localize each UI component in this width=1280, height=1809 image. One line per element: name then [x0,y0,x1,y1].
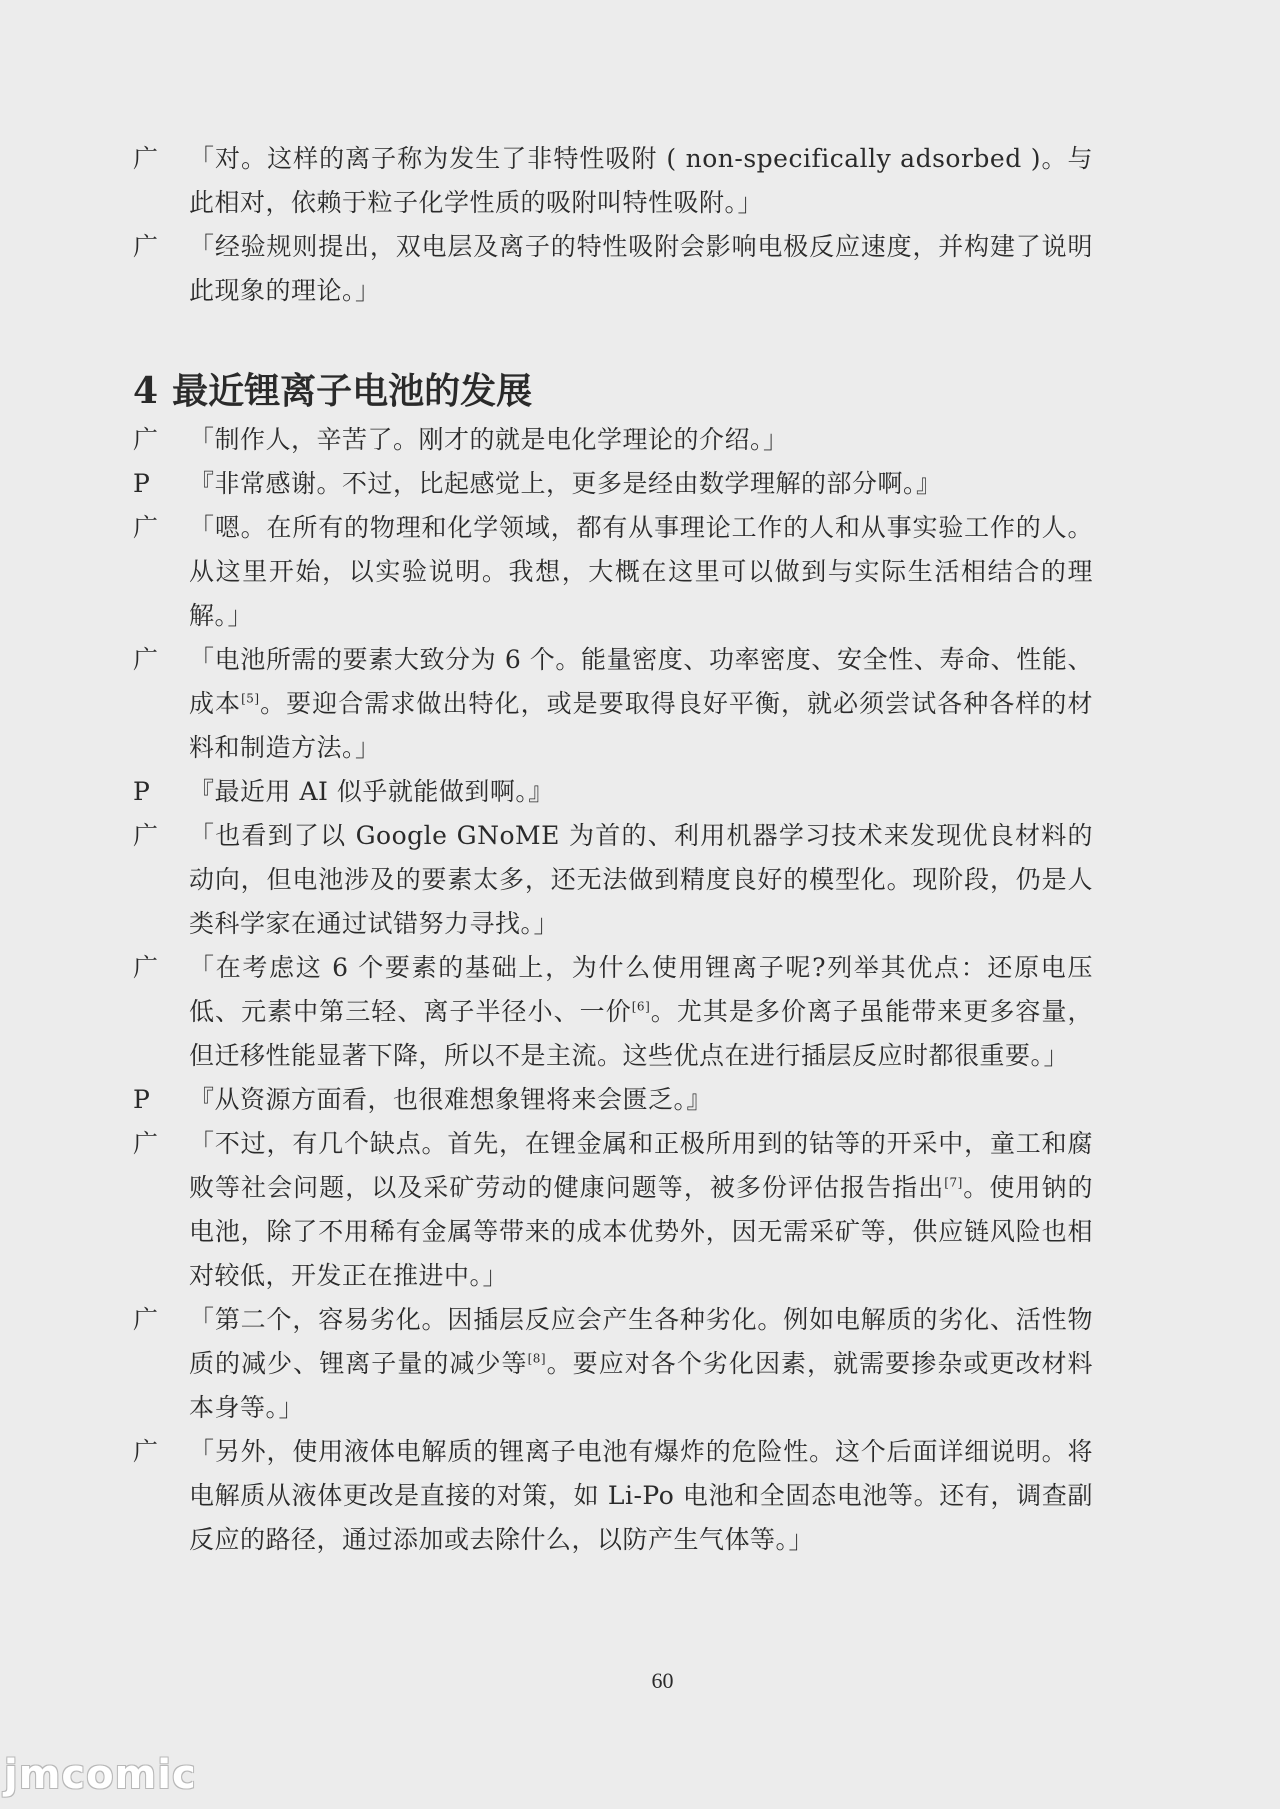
speaker-label: 广 [133,144,159,173]
section-title: 最近锂离子电池的发展 [172,370,533,412]
speaker-label: 广 [133,425,159,454]
text-segment: 「电池所需的要素大致分为 6 个。能量密度、功率密度、安全性、寿命、性能、成本 [189,645,1093,718]
text-segment: 。要迎合需求做出特化，或是要取得良好平衡，就必须尝试各种各样的材料和制造方法。」 [189,689,1093,762]
dialogue-line [133,418,1093,462]
text-segment: 。使用钠的电池，除了不用稀有金属等带来的成本优势外，因无需采矿等，供应链风险也相对较低，开发正在推进中。」 [189,1173,1093,1290]
dialogue-line [133,506,1093,638]
speaker-label: P [133,1085,150,1114]
dialogue-text: 「嗯。在所有的物理和化学领域，都有从事理论工作的人和从事实验工作的人。从这里开始，以实验说明。我想，大概在这里可以做到与实际生活相结合的理解。」 [189,513,1093,630]
speaker-label: 广 [133,513,159,542]
speaker-label: 广 [133,1305,159,1334]
dialogue-line [133,1122,1093,1298]
dialogue-text: 「另外，使用液体电解质的锂离子电池有爆炸的危险性。这个后面详细说明。将电解质从液体更改是直接的对策，如 Li-Po 电池和全固态电池等。还有，调查副反应的路径，通过添加或去除什么，以防产生气体等。」 [189,1437,1093,1554]
speaker-label: P [133,469,150,498]
dialogue-line [133,638,1093,770]
speaker-label: 广 [133,821,159,850]
page-number: 60 [651,1668,674,1693]
speaker-label: 广 [133,953,159,982]
dialogue-text [189,1298,1093,1430]
dialogue-line [133,462,1093,506]
dialogue-text: 『最近用 AI 似乎就能做到啊。』 [189,777,554,806]
dialogue-line [133,1078,1093,1122]
dialogue-text: 『非常感谢。不过，比起感觉上，更多是经由数学理解的部分啊。』 [189,469,942,498]
dialogue-text: 「制作人，辛苦了。刚才的就是电化学理论的介绍。」 [189,425,789,454]
dialogue-text: 『从资源方面看，也很难想象锂将来会匮乏。』 [189,1085,713,1114]
dialogue-line [133,770,1093,814]
section-heading [133,366,532,416]
watermark-logo: jmcomic [4,1752,197,1798]
text-segment: 「第二个，容易劣化。因插层反应会产生各种劣化。例如电解质的劣化、活性物质的减少、锂离子量的减少等 [189,1305,1093,1378]
dialogue-line [133,946,1093,1078]
dialogue-text: 「经验规则提出，双电层及离子的特性吸附会影响电极反应速度，并构建了说明此现象的理论。」 [189,232,1093,305]
text-segment: 「在考虑这 6 个要素的基础上，为什么使用锂离子呢?列举其优点：还原电压低、元素中第三轻、离子半径小、一价 [189,953,1093,1026]
text-segment: 。尤其是多价离子虽能带来更多容量，但迁移性能显著下降，所以不是主流。这些优点在进行插层反应时都很重要。」 [189,997,1093,1070]
speaker-label: 广 [133,232,159,261]
citation-ref: [5] [241,691,260,706]
dialogue-block-2 [133,418,1093,1562]
text-segment: 。要应对各个劣化因素，就需要掺杂或更改材料本身等。」 [189,1349,1093,1422]
dialogue-text [189,638,1093,770]
speaker-label: 广 [133,1437,159,1466]
speaker-label: 广 [133,645,159,674]
dialogue-line [133,1430,1093,1562]
text-segment: 「不过，有几个缺点。首先，在锂金属和正极所用到的钴等的开采中，童工和腐败等社会问题，以及采矿劳动的健康问题等，被多份评估报告指出 [189,1129,1093,1202]
citation-ref: [6] [631,999,651,1014]
dialogue-block-1 [133,137,1093,313]
dialogue-text: 「也看到了以 Google GNoME 为首的、利用机器学习技术来发现优良材料的动向，但电池涉及的要素太多，还无法做到精度良好的模型化。现阶段，仍是人类科学家在通过试错努力寻找。」 [189,821,1093,938]
dialogue-line [133,1298,1093,1430]
dialogue-line [133,137,1093,225]
dialogue-line [133,814,1093,946]
citation-ref: [7] [944,1175,963,1190]
citation-ref: [8] [527,1351,547,1366]
speaker-label: 广 [133,1129,159,1158]
dialogue-line [133,225,1093,313]
dialogue-text: 「对。这样的离子称为发生了非特性吸附 ( non-specifically adsorbed )。与此相对，依赖于粒子化学性质的吸附叫特性吸附。」 [189,144,1093,217]
dialogue-text [189,1122,1093,1298]
speaker-label: P [133,777,150,806]
dialogue-text [189,946,1093,1078]
section-number: 4 [133,370,159,412]
